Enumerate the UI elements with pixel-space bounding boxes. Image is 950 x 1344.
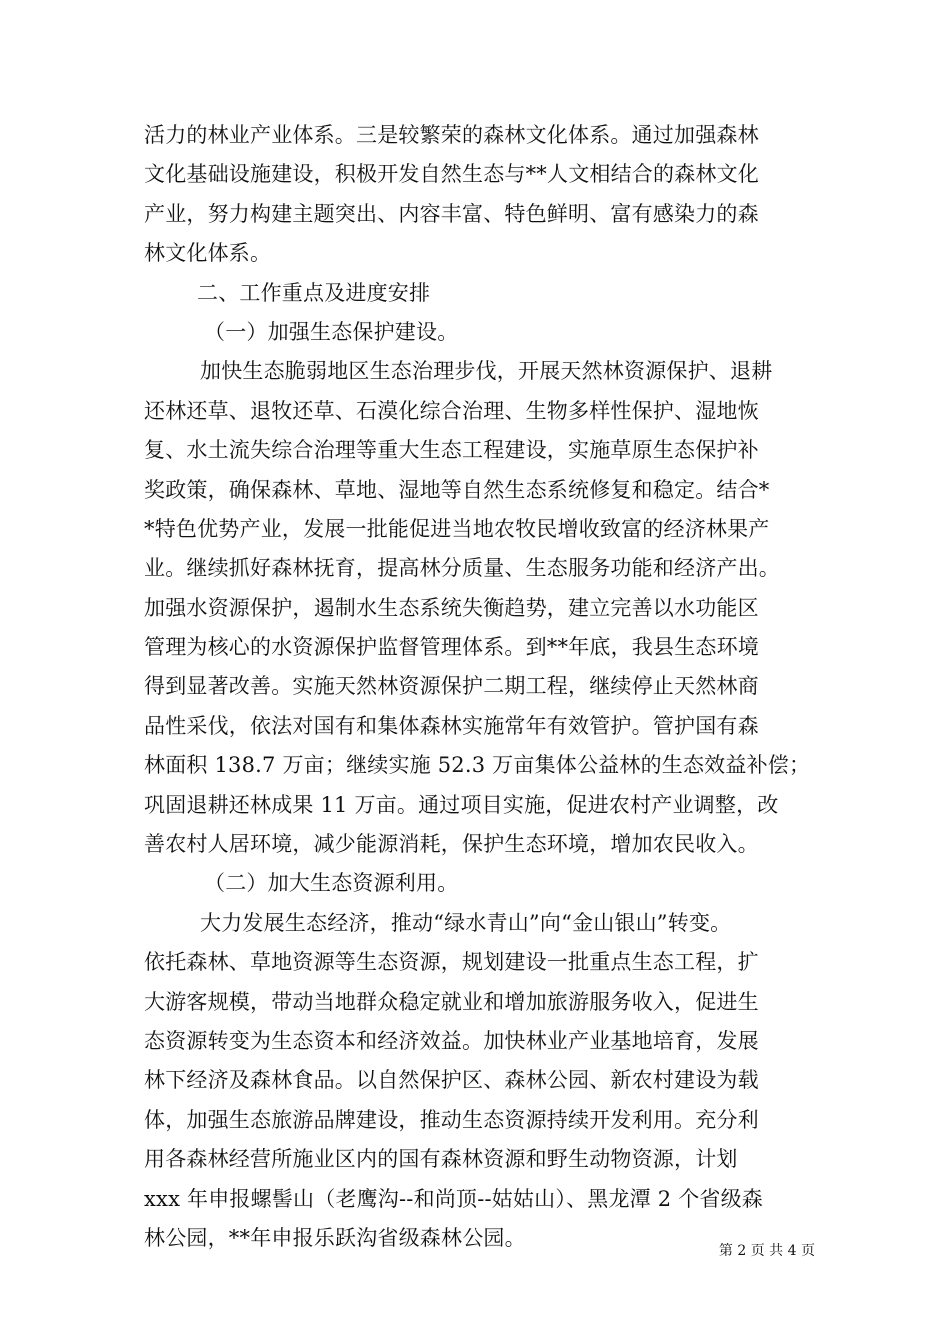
text-line: 用各森林经营所施业区内的国有森林资源和野生动物资源，计划 <box>144 1147 738 1172</box>
text-line: 态资源转变为生态资本和经济效益。加快林业产业基地培育，发展 <box>144 1028 759 1053</box>
text-line: 林下经济及森林食品。以自然保护区、森林公园、新农村建设为载 <box>144 1068 759 1093</box>
text-line: 文化基础设施建设，积极开发自然生态与**人文相结合的森林文化 <box>144 162 759 187</box>
subsection-heading-1: （一）加强生态保护建设。 <box>204 319 459 344</box>
text-line: 品性采伐，依法对国有和集体森林实施常年有效管护。管护国有森 <box>144 713 759 738</box>
text-line: 林面积 138.7 万亩；继续实施 52.3 万亩集体公益林的生态效益补偿； <box>144 753 811 778</box>
text-line: 产业，努力构建主题突出、内容丰富、特色鲜明、富有感染力的森 <box>144 201 759 226</box>
text-line: 还林还草、退牧还草、石漠化综合治理、生物多样性保护、湿地恢 <box>144 398 759 423</box>
section-heading: 二、工作重点及进度安排 <box>197 280 431 305</box>
text-line: 加强水资源保护，遏制水生态系统失衡趋势，建立完善以水功能区 <box>144 595 759 620</box>
text-line: 善农村人居环境，减少能源消耗，保护生态环境，增加农民收入。 <box>144 832 759 857</box>
text-line: 依托森林、草地资源等生态资源，规划建设一批重点生态工程，扩 <box>144 950 759 975</box>
page-number: 第 2 页 共 4 页 <box>718 1243 815 1259</box>
text-line: 管理为核心的水资源保护监督管理体系。到**年底，我县生态环境 <box>144 635 759 660</box>
text-line: 林公园，**年申报乐跃沟省级森林公园。 <box>144 1225 526 1250</box>
text-line: 加快生态脆弱地区生态治理步伐，开展天然林资源保护、退耕 <box>200 359 773 384</box>
text-line: 业。继续抓好森林抚育，提高林分质量、生态服务功能和经济产出。 <box>144 556 780 581</box>
text-line: 体，加强生态旅游品牌建设，推动生态资源持续开发利用。充分利 <box>144 1107 759 1132</box>
text-line: 奖政策，确保森林、草地、湿地等自然生态系统修复和稳定。结合* <box>144 477 770 502</box>
document-body <box>144 116 820 1258</box>
text-line: 林文化体系。 <box>144 241 272 266</box>
text-line: 大游客规模，带动当地群众稳定就业和增加旅游服务收入，促进生 <box>144 989 759 1014</box>
text-line: 巩固退耕还林成果 11 万亩。通过项目实施，促进农村产业调整，改 <box>144 792 779 817</box>
subsection-heading-2: （二）加大生态资源利用。 <box>204 871 459 896</box>
text-line: 得到显著改善。实施天然林资源保护二期工程，继续停止天然林商 <box>144 674 759 699</box>
text-line: xxx 年申报螺髻山（老鹰沟--和尚顶--姑姑山）、黑龙潭 2 个省级森 <box>144 1186 763 1211</box>
text-line: 活力的林业产业体系。三是较繁荣的森林文化体系。通过加强森林 <box>144 123 759 147</box>
text-line: 大力发展生态经济，推动“绿水青山”向“金山银山”转变。 <box>200 910 732 935</box>
text-line: 复、水土流失综合治理等重大生态工程建设，实施草原生态保护补 <box>144 438 759 463</box>
text-line: *特色优势产业，发展一批能促进当地农牧民增收致富的经济林果产 <box>144 516 770 541</box>
